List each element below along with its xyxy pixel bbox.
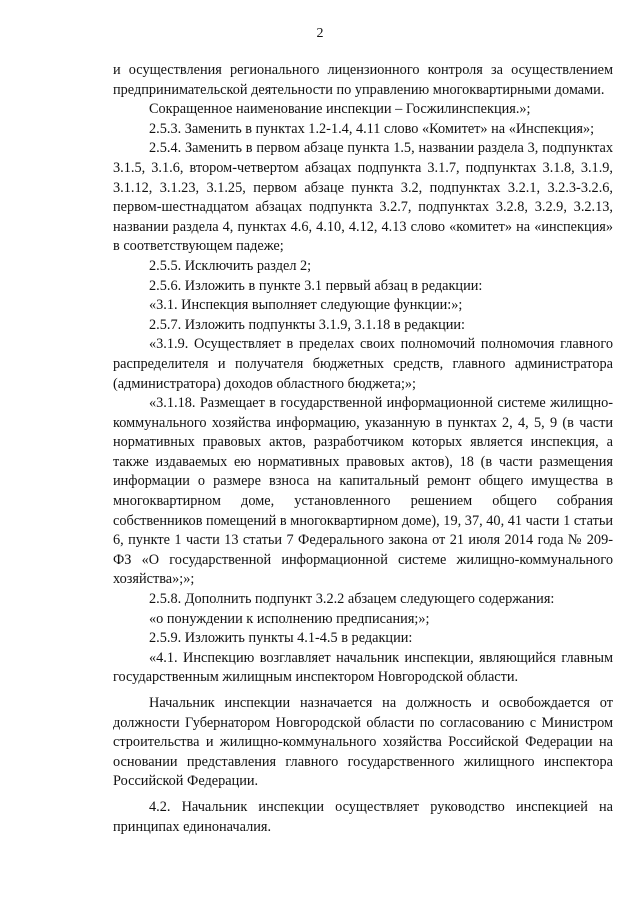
paragraph-4: 2.5.4. Заменить в первом абзаце пункта 1.5, названии раздела 3, подпунктах 3.1.5, 3.1.6, втором-четвертом абзацах подпункта 3.1.7, подпунктах 3.1.8, 3.1.9, 3.1.12, 3.1.23, 3.1.25, первом абзаце пункта 3.2, подпунктах 3.2.1, 3.2.3-3.2.6, первом-шестнадцатом абзацах подпункта 3.2.7, подпунктах 3.2.8, 3.2.9, 3.2.13, названии раздела 4, пунктах 4.6, 4.10, 4.12, 4.13 слово «комитет» на «инспекция» в соответствующем падеже;: [113, 140, 613, 255]
page-number: 2: [316, 26, 324, 41]
paragraph-16: 4.2. Начальник инспекции осуществляет руководство инспекцией на принципах единоначалия.: [113, 798, 613, 835]
paragraph-12: «о понуждении к исполнению предписания;»;: [149, 610, 430, 627]
paragraph-10: «3.1.18. Размещает в государственной информационной системе жилищно-коммунального хозяйства информацию, указанную в пунктах 2, 4, 5, 9 (в части нормативных правовых актов, разработчиком которых является инспекция, а также издаваемых ею нормативных правовых актов), 18 (в части размещения информации о размере взноса на капитальный ремонт общего имущества в многоквартирном доме, установленного решением общего собрания собственников помещений в многоквартирном доме), 19, 37, 40, 41 части 1 статьи 6, пункте 1 части 13 статьи 7 Федерального закона от 21 июля 2014 года № 209-ФЗ «О государственной информационной системе жилищно-коммунального хозяйства»;»;: [113, 395, 613, 588]
paragraph-2: Сокращенное наименование инспекции – Госжилинспекция.»;: [149, 101, 531, 118]
paragraph-7: «3.1. Инспекция выполняет следующие функции:»;: [149, 297, 463, 314]
paragraph-5: 2.5.5. Исключить раздел 2;: [149, 257, 312, 274]
paragraph-8: 2.5.7. Изложить подпункты 3.1.9, 3.1.18 в редакции:: [149, 316, 465, 333]
paragraph-11: 2.5.8. Дополнить подпункт 3.2.2 абзацем следующего содержания:: [149, 591, 555, 608]
paragraph-9: «3.1.9. Осуществляет в пределах своих полномочий полномочия главного распределителя и получателя бюджетных средств, главного администратора (администратора) доходов областного бюджета;»;: [113, 336, 613, 392]
paragraph-14: «4.1. Инспекцию возглавляет начальник инспекции, являющийся главным государственным жилищным инспектором Новгородской области.: [113, 649, 613, 686]
paragraph-6: 2.5.6. Изложить в пункте 3.1 первый абзац в редакции:: [149, 277, 483, 294]
paragraph-15: Начальник инспекции назначается на должность и освобождается от должности Губернатором Новгородской области по согласованию с Министром строительства и жилищно-коммунального хозяйства Российской Федерации на основании представления главного государственного жилищного инспектора Российской Федерации.: [113, 695, 613, 790]
paragraph-3: 2.5.3. Заменить в пунктах 1.2-1.4, 4.11 слово «Комитет» на «Инспекция»;: [149, 120, 595, 137]
document-body: [113, 61, 613, 837]
paragraph-1: и осуществления регионального лицензионного контроля за осуществлением предпринимательской деятельности по управлению многоквартирными домами.: [113, 62, 613, 98]
paragraph-13: 2.5.9. Изложить пункты 4.1-4.5 в редакции:: [149, 630, 413, 647]
